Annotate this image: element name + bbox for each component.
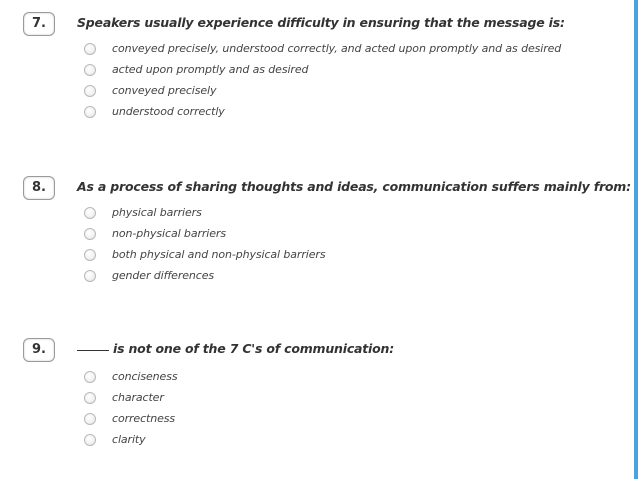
option-label[interactable]: correctness: [112, 412, 176, 425]
option-row[interactable]: [84, 223, 325, 244]
option-label[interactable]: both physical and non-physical barriers: [112, 248, 326, 261]
radio-button[interactable]: [84, 207, 96, 219]
option-label[interactable]: character: [112, 391, 164, 404]
option-label[interactable]: physical barriers: [112, 206, 202, 219]
option-label[interactable]: acted upon promptly and as desired: [112, 63, 309, 76]
options-list: [84, 38, 561, 122]
option-label[interactable]: conveyed precisely: [112, 84, 217, 97]
radio-button[interactable]: [84, 371, 96, 383]
option-label[interactable]: non-physical barriers: [112, 227, 226, 240]
option-row[interactable]: [84, 38, 561, 59]
question-number: 7.: [23, 12, 55, 36]
radio-button[interactable]: [84, 85, 96, 97]
question-text-label: As a process of sharing thoughts and ideas, communication suffers mainly from:: [77, 179, 631, 194]
question-number: 9.: [23, 338, 55, 362]
question-text: [77, 15, 565, 30]
option-label[interactable]: gender differences: [112, 269, 215, 282]
option-row[interactable]: [84, 366, 177, 387]
question-text: [77, 179, 631, 194]
option-row[interactable]: [84, 265, 325, 286]
option-row[interactable]: [84, 429, 177, 450]
options-list: [84, 202, 325, 286]
fill-in-blank: [77, 349, 109, 351]
option-row[interactable]: [84, 244, 325, 265]
option-row[interactable]: [84, 387, 177, 408]
radio-button[interactable]: [84, 413, 96, 425]
option-row[interactable]: [84, 408, 177, 429]
radio-button[interactable]: [84, 106, 96, 118]
option-row[interactable]: [84, 80, 561, 101]
option-label[interactable]: conveyed precisely, understood correctly, and acted upon promptly and as desired: [112, 42, 562, 55]
question-text-label: is not one of the 7 C's of communication:: [113, 341, 395, 356]
option-label[interactable]: conciseness: [112, 370, 178, 383]
window-edge-bar: [634, 0, 638, 479]
question-number: 8.: [23, 176, 55, 200]
radio-button[interactable]: [84, 270, 96, 282]
radio-button[interactable]: [84, 434, 96, 446]
question-text: [77, 341, 394, 356]
option-row[interactable]: [84, 101, 561, 122]
question-text-label: Speakers usually experience difficulty in ensuring that the message is:: [77, 15, 565, 30]
radio-button[interactable]: [84, 228, 96, 240]
option-row[interactable]: [84, 59, 561, 80]
radio-button[interactable]: [84, 43, 96, 55]
options-list: [84, 366, 177, 450]
radio-button[interactable]: [84, 249, 96, 261]
option-label[interactable]: understood correctly: [112, 105, 225, 118]
option-label[interactable]: clarity: [112, 433, 146, 446]
radio-button[interactable]: [84, 64, 96, 76]
option-row[interactable]: [84, 202, 325, 223]
radio-button[interactable]: [84, 392, 96, 404]
